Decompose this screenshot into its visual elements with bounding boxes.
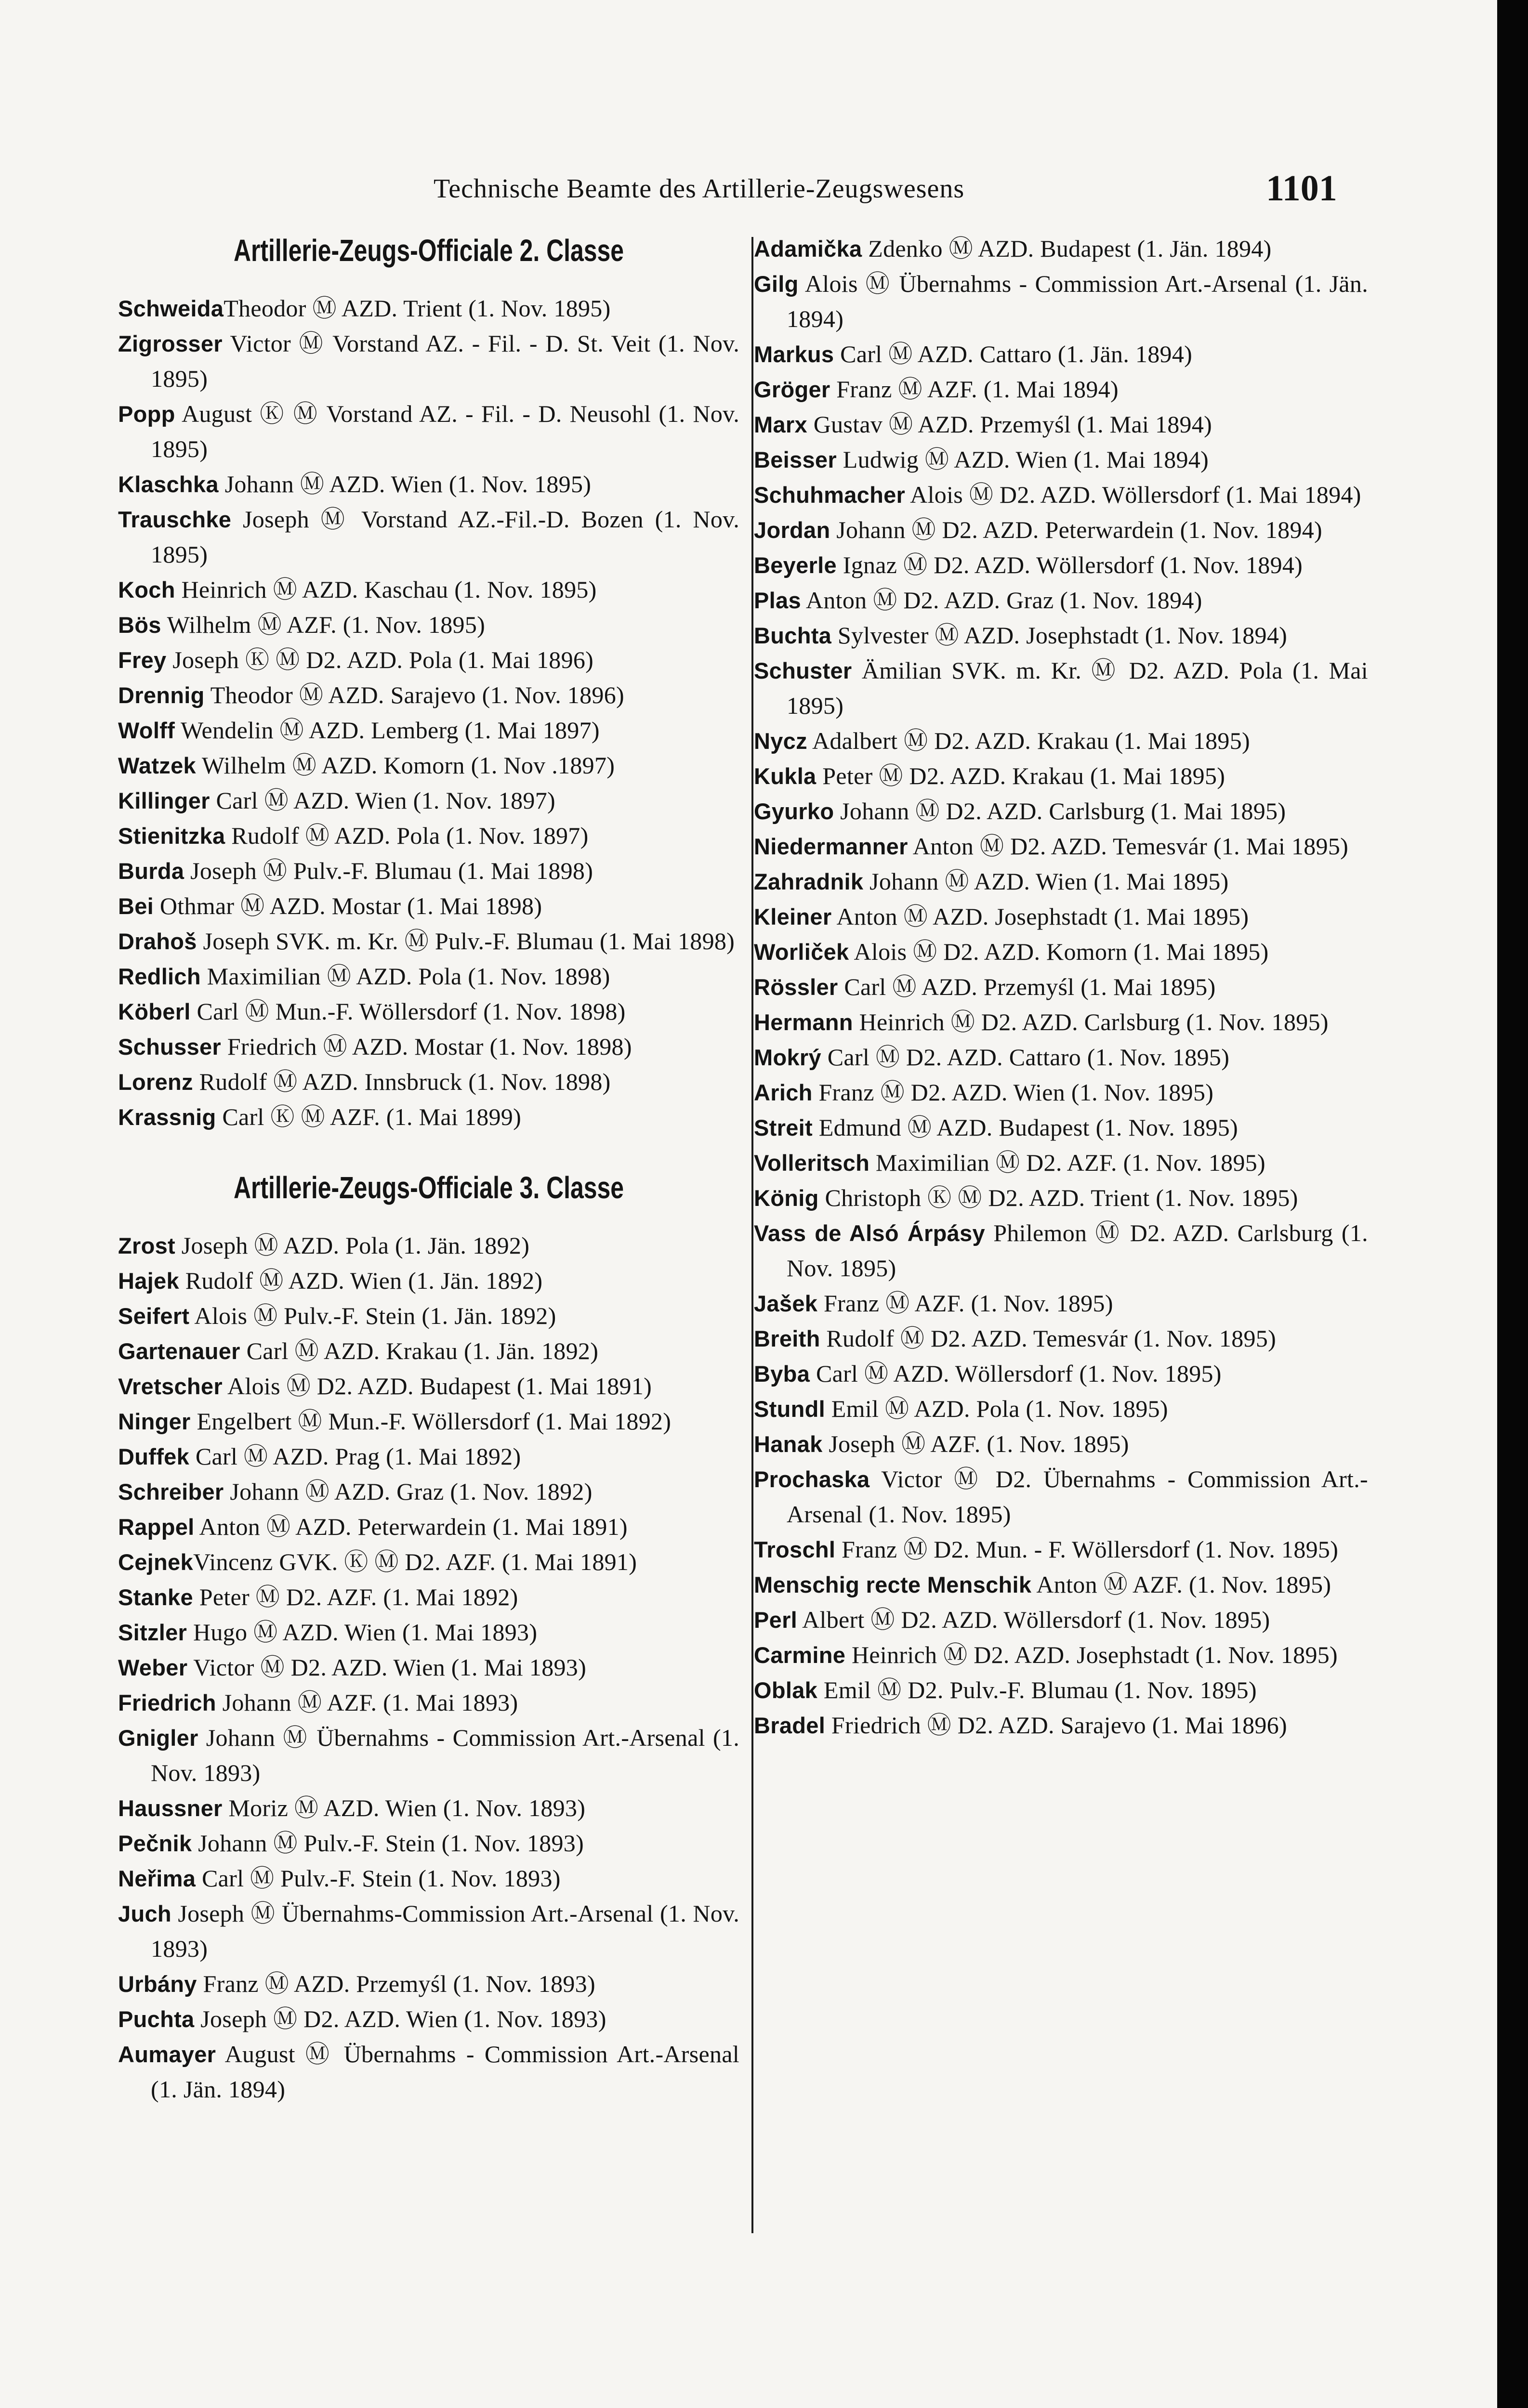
surname: Drennig — [118, 682, 205, 708]
list-item — [118, 326, 739, 396]
entry-details: Ämilian SVK. m. Kr. Ⓜ D2. AZD. Pola (1. Mai 1895) — [787, 657, 1368, 719]
surname: König — [754, 1185, 819, 1211]
list-item — [754, 1673, 1368, 1708]
list-item — [118, 1029, 739, 1064]
list-item — [754, 583, 1368, 618]
list-item — [118, 1404, 739, 1439]
surname: Schreiber — [118, 1479, 224, 1505]
entry-details: Anton Ⓜ AZF. (1. Nov. 1895) — [1031, 1571, 1331, 1598]
list-item — [118, 1720, 739, 1791]
list-item — [754, 442, 1368, 477]
surname: Haussner — [118, 1795, 223, 1821]
surname: Wolff — [118, 718, 175, 743]
surname: Oblak — [754, 1677, 818, 1703]
list-item — [118, 853, 739, 889]
entry-details: Anton Ⓜ D2. AZD. Graz (1. Nov. 1894) — [801, 587, 1202, 614]
entry-details: Franz Ⓜ D2. Mun. - F. Wöllersdorf (1. Nov. 1895) — [835, 1536, 1339, 1563]
entry-details: August Ⓚ Ⓜ Vorstand AZ. - Fil. - D. Neusohl (1. Nov. 1895) — [151, 400, 739, 462]
entry-details: Vincenz GVK. Ⓚ Ⓜ D2. AZF. (1. Mai 1891) — [193, 1548, 637, 1575]
surname: Burda — [118, 858, 184, 884]
list-item — [118, 1685, 739, 1720]
list-item — [754, 1180, 1368, 1216]
entry-details: Maximilian Ⓜ D2. AZF. (1. Nov. 1895) — [869, 1149, 1265, 1176]
surname: Vretscher — [118, 1374, 223, 1399]
list-item — [754, 407, 1368, 442]
entry-details: Engelbert Ⓜ Mun.-F. Wöllersdorf (1. Mai 1892) — [190, 1408, 672, 1435]
list-item — [118, 1826, 739, 1861]
entry-details: Gustav Ⓜ AZD. Przemyśl (1. Mai 1894) — [807, 411, 1212, 438]
surname: Niedermanner — [754, 834, 908, 859]
list-item — [754, 864, 1368, 899]
list-item — [754, 1356, 1368, 1391]
surname: Plas — [754, 588, 801, 613]
entry-list-continued — [754, 231, 1368, 1743]
list-item — [754, 1145, 1368, 1180]
entry-details: Franz Ⓜ AZF. (1. Mai 1894) — [830, 376, 1119, 403]
list-item — [754, 372, 1368, 407]
list-item — [754, 512, 1368, 548]
list-item — [754, 266, 1368, 337]
list-item — [118, 291, 739, 326]
entry-details: Theodor Ⓜ AZD. Sarajevo (1. Nov. 1896) — [204, 681, 624, 708]
list-item — [118, 1369, 739, 1404]
surname: Rappel — [118, 1514, 195, 1540]
surname: Gyurko — [754, 798, 834, 824]
list-item — [754, 934, 1368, 969]
entry-details: Anton Ⓜ D2. AZD. Temesvár (1. Mai 1895) — [908, 833, 1349, 860]
section-title-class-2: Artillerie-Zeugs-Officiale 2. Classe — [233, 233, 624, 268]
entry-details: Alois Ⓜ Pulv.-F. Stein (1. Jän. 1892) — [189, 1302, 556, 1329]
list-item — [754, 723, 1368, 759]
list-item — [754, 653, 1368, 723]
surname: Zigrosser — [118, 331, 223, 356]
surname: Weber — [118, 1655, 188, 1680]
list-item — [118, 1509, 739, 1544]
surname: Perl — [754, 1607, 798, 1633]
list-item — [754, 1391, 1368, 1426]
surname: Stanke — [118, 1584, 193, 1610]
surname: Bradel — [754, 1713, 826, 1738]
surname: Mokrý — [754, 1045, 821, 1070]
list-item — [118, 889, 739, 924]
list-item — [118, 818, 739, 853]
entry-details: Johann Ⓜ AZF. (1. Mai 1893) — [216, 1689, 518, 1716]
list-item — [754, 1216, 1368, 1286]
surname: Krassnig — [118, 1104, 216, 1130]
entry-details: Joseph Ⓜ Vorstand AZ.-Fil.-D. Bozen (1. Nov. 1895) — [151, 506, 739, 568]
surname: Urbány — [118, 1971, 197, 1997]
entry-details: Heinrich Ⓜ D2. AZD. Josephstadt (1. Nov. 1895) — [845, 1641, 1338, 1668]
surname: Frey — [118, 647, 167, 673]
entry-details: Joseph SVK. m. Kr. Ⓜ Pulv.-F. Blumau (1. Mai 1898) — [197, 928, 735, 955]
list-item — [754, 794, 1368, 829]
list-item — [754, 1602, 1368, 1637]
surname: Streit — [754, 1115, 813, 1140]
surname: Byba — [754, 1361, 810, 1387]
list-item — [754, 1532, 1368, 1567]
surname: Redlich — [118, 964, 201, 989]
surname: Buchta — [754, 623, 832, 648]
list-item — [754, 337, 1368, 372]
entry-details: Carl Ⓚ Ⓜ AZF. (1. Mai 1899) — [216, 1103, 522, 1130]
entry-details: Franz Ⓜ AZD. Przemyśl (1. Nov. 1893) — [197, 1970, 595, 1997]
left-column — [118, 231, 739, 2107]
entry-details: Philemon Ⓜ D2. AZD. Carlsburg (1. Nov. 1895) — [787, 1219, 1368, 1282]
list-item — [118, 396, 739, 467]
surname: Hanak — [754, 1431, 823, 1457]
surname: Kukla — [754, 763, 817, 789]
list-item — [118, 1650, 739, 1685]
list-item — [754, 759, 1368, 794]
surname: Ninger — [118, 1409, 191, 1434]
list-item — [118, 1228, 739, 1263]
surname: Aumayer — [118, 2042, 216, 2067]
entry-details: Rudolf Ⓜ D2. AZD. Temesvár (1. Nov. 1895) — [820, 1325, 1277, 1352]
list-item — [118, 1896, 739, 1966]
list-item — [754, 1462, 1368, 1532]
entry-details: Carl Ⓜ Pulv.-F. Stein (1. Nov. 1893) — [196, 1865, 561, 1892]
surname: Koch — [118, 577, 175, 602]
entry-details: Alois Ⓜ Übernahms - Commission Art.-Arsenal (1. Jän. 1894) — [787, 270, 1368, 332]
surname: Troschl — [754, 1537, 836, 1562]
surname: Hermann — [754, 1009, 853, 1035]
entry-details: Ludwig Ⓜ AZD. Wien (1. Mai 1894) — [836, 446, 1209, 473]
list-item — [118, 1580, 739, 1615]
entry-details: Heinrich Ⓜ AZD. Kaschau (1. Nov. 1895) — [175, 576, 597, 603]
entry-details: Victor Ⓜ D2. Übernahms - Commission Art.-Arsenal (1. Nov. 1895) — [787, 1466, 1368, 1528]
entry-details: Carl Ⓜ AZD. Prag (1. Mai 1892) — [189, 1443, 521, 1470]
list-item — [754, 1005, 1368, 1040]
page-number: 1101 — [1266, 168, 1337, 209]
surname: Zahradnik — [754, 869, 864, 894]
list-item — [118, 1861, 739, 1896]
list-item — [118, 1334, 739, 1369]
surname: Zrost — [118, 1233, 175, 1258]
entry-details: Johann Ⓜ D2. AZD. Peterwardein (1. Nov. 1894) — [830, 516, 1322, 543]
entry-details: Johann Ⓜ AZD. Wien (1. Nov. 1895) — [218, 471, 592, 497]
list-item — [118, 467, 739, 502]
list-item — [754, 899, 1368, 934]
entry-details: Moriz Ⓜ AZD. Wien (1. Nov. 1893) — [222, 1794, 586, 1821]
surname: Volleritsch — [754, 1150, 870, 1176]
list-item — [118, 1263, 739, 1298]
entry-details: Maximilian Ⓜ AZD. Pola (1. Nov. 1898) — [200, 963, 610, 990]
surname: Friedrich — [118, 1690, 216, 1715]
surname: Duffek — [118, 1444, 190, 1469]
list-item — [754, 1110, 1368, 1145]
list-item — [754, 1075, 1368, 1110]
entry-details: Christoph Ⓚ Ⓜ D2. AZD. Trient (1. Nov. 1895) — [818, 1184, 1298, 1211]
list-item — [754, 1708, 1368, 1743]
surname: Gartenauer — [118, 1338, 240, 1364]
list-item — [754, 1321, 1368, 1356]
surname: Jašek — [754, 1291, 818, 1316]
entry-details: Carl Ⓜ AZD. Wien (1. Nov. 1897) — [210, 787, 555, 814]
entry-details: Alois Ⓜ D2. AZD. Wöllersdorf (1. Mai 1894) — [905, 481, 1361, 508]
surname: Pečnik — [118, 1831, 192, 1856]
entry-details: Albert Ⓜ D2. AZD. Wöllersdorf (1. Nov. 1895) — [797, 1606, 1270, 1633]
list-item — [118, 1099, 739, 1135]
entry-details: Adalbert Ⓜ D2. AZD. Krakau (1. Mai 1895) — [807, 727, 1250, 754]
list-item — [754, 1637, 1368, 1673]
list-item — [754, 618, 1368, 653]
surname: Kleiner — [754, 904, 832, 929]
list-item — [754, 829, 1368, 864]
surname: Schweida — [118, 296, 224, 321]
list-item — [118, 1298, 739, 1334]
surname: Beisser — [754, 447, 837, 472]
list-item — [118, 1474, 739, 1509]
surname: Gnigler — [118, 1725, 198, 1751]
surname: Carmine — [754, 1642, 846, 1668]
entry-details: Johann Ⓜ Pulv.-F. Stein (1. Nov. 1893) — [192, 1830, 584, 1857]
entry-details: Friedrich Ⓜ D2. AZD. Sarajevo (1. Mai 1896) — [825, 1712, 1287, 1739]
entry-details: Wendelin Ⓜ AZD. Lemberg (1. Mai 1897) — [175, 717, 600, 744]
entry-list-class-2 — [118, 291, 739, 1135]
list-item — [118, 783, 739, 818]
entry-details: Joseph Ⓜ AZF. (1. Nov. 1895) — [822, 1430, 1129, 1457]
surname: Adamička — [754, 236, 862, 262]
scan-edge — [1497, 0, 1528, 2408]
surname: Cejnek — [118, 1549, 193, 1575]
surname: Watzek — [118, 753, 196, 778]
surname: Klaschka — [118, 471, 219, 497]
entry-details: Alois Ⓜ D2. AZD. Budapest (1. Mai 1891) — [222, 1373, 652, 1400]
list-item — [118, 994, 739, 1029]
surname: Juch — [118, 1901, 171, 1926]
surname: Worliček — [754, 939, 849, 965]
entry-details: Anton Ⓜ AZD. Josephstadt (1. Mai 1895) — [831, 903, 1249, 930]
surname: Nycz — [754, 728, 807, 754]
surname: Stundl — [754, 1396, 825, 1422]
entry-list-class-3 — [118, 1228, 739, 2107]
entry-details: Victor Ⓜ D2. AZD. Wien (1. Mai 1893) — [187, 1654, 587, 1681]
surname: Popp — [118, 401, 175, 427]
entry-details: Edmund Ⓜ AZD. Budapest (1. Nov. 1895) — [812, 1114, 1238, 1141]
surname: Trauschke — [118, 507, 232, 532]
surname: Bös — [118, 612, 161, 638]
entry-details: Carl Ⓜ AZD. Cattaro (1. Jän. 1894) — [834, 340, 1193, 367]
list-item — [754, 477, 1368, 512]
entry-details: Carl Ⓜ D2. AZD. Cattaro (1. Nov. 1895) — [821, 1044, 1230, 1071]
entry-details: Heinrich Ⓜ D2. AZD. Carlsburg (1. Nov. 1895) — [853, 1008, 1329, 1035]
surname: Schuster — [754, 658, 852, 683]
entry-details: Wilhelm Ⓜ AZF. (1. Nov. 1895) — [161, 611, 486, 638]
surname: Bei — [118, 893, 154, 919]
list-item — [118, 678, 739, 713]
entry-details: Rudolf Ⓜ AZD. Wien (1. Jän. 1892) — [179, 1267, 543, 1294]
entry-details: Joseph Ⓜ Übernahms-Commission Art.-Arsenal (1. Nov. 1893) — [151, 1900, 739, 1962]
surname: Sitzler — [118, 1620, 187, 1645]
list-item — [118, 1439, 739, 1474]
entry-details: Carl Ⓜ AZD. Przemyśl (1. Mai 1895) — [838, 973, 1216, 1000]
surname: Neřima — [118, 1866, 196, 1891]
list-item — [118, 1966, 739, 2002]
list-item — [754, 231, 1368, 266]
list-item — [118, 713, 739, 748]
entry-details: Peter Ⓜ D2. AZD. Krakau (1. Mai 1895) — [816, 762, 1225, 789]
surname: Gröger — [754, 377, 830, 402]
entry-details: Peter Ⓜ D2. AZF. (1. Mai 1892) — [193, 1584, 518, 1610]
list-item — [754, 548, 1368, 583]
right-column — [754, 231, 1368, 1743]
surname: Vass de Alsó Árpásy — [754, 1220, 985, 1246]
surname: Schusser — [118, 1034, 222, 1060]
entry-details: Johann Ⓜ Übernahms - Commission Art.-Arsenal (1. Nov. 1893) — [151, 1724, 739, 1786]
list-item — [118, 924, 739, 959]
list-item — [754, 1040, 1368, 1075]
entry-details: Johann Ⓜ AZD. Wien (1. Mai 1895) — [863, 868, 1229, 895]
surname: Rössler — [754, 974, 838, 1000]
entry-details: Johann Ⓜ AZD. Graz (1. Nov. 1892) — [224, 1478, 593, 1505]
entry-details: Franz Ⓜ AZF. (1. Nov. 1895) — [817, 1290, 1113, 1317]
entry-details: Rudolf Ⓜ AZD. Innsbruck (1. Nov. 1898) — [193, 1068, 611, 1095]
entry-details: Ignaz Ⓜ D2. AZD. Wöllersdorf (1. Nov. 1894) — [836, 551, 1303, 578]
column-divider — [751, 237, 753, 2233]
list-item — [754, 969, 1368, 1005]
surname: Lorenz — [118, 1069, 193, 1095]
list-item — [754, 1286, 1368, 1321]
surname: Schuhmacher — [754, 482, 906, 508]
section-title-class-3: Artillerie-Zeugs-Officiale 3. Classe — [233, 1170, 624, 1205]
entry-details: Friedrich Ⓜ AZD. Mostar (1. Nov. 1898) — [221, 1033, 632, 1060]
entry-details: Carl Ⓜ Mun.-F. Wöllersdorf (1. Nov. 1898) — [190, 998, 626, 1025]
list-item — [118, 959, 739, 994]
surname: Jordan — [754, 517, 830, 543]
surname: Köberl — [118, 999, 191, 1024]
surname: Arich — [754, 1080, 813, 1105]
list-item — [118, 2037, 739, 2107]
surname: Markus — [754, 341, 834, 367]
surname: Seifert — [118, 1303, 190, 1329]
list-item — [118, 1615, 739, 1650]
surname: Marx — [754, 412, 807, 437]
entry-details: Sylvester Ⓜ AZD. Josephstadt (1. Nov. 1894) — [831, 622, 1288, 649]
list-item — [754, 1426, 1368, 1462]
surname: Drahoš — [118, 929, 197, 954]
surname: Beyerle — [754, 552, 837, 578]
list-item — [118, 607, 739, 642]
entry-details: Wilhelm Ⓜ AZD. Komorn (1. Nov .1897) — [196, 752, 615, 779]
surname: Stienitzka — [118, 823, 225, 849]
list-item — [754, 1567, 1368, 1602]
list-item — [118, 748, 739, 783]
entry-details: Anton Ⓜ AZD. Peterwardein (1. Mai 1891) — [194, 1513, 628, 1540]
surname: Breith — [754, 1326, 820, 1351]
entry-details: Carl Ⓜ AZD. Krakau (1. Jän. 1892) — [240, 1337, 599, 1364]
surname: Killinger — [118, 788, 210, 813]
entry-details: Joseph Ⓜ Pulv.-F. Blumau (1. Mai 1898) — [184, 857, 593, 884]
list-item — [118, 1064, 739, 1099]
list-item — [118, 1544, 739, 1580]
entry-details: Carl Ⓜ AZD. Wöllersdorf (1. Nov. 1895) — [810, 1360, 1222, 1387]
entry-details: Zdenko Ⓜ AZD. Budapest (1. Jän. 1894) — [862, 235, 1272, 262]
entry-details: Joseph Ⓜ D2. AZD. Wien (1. Nov. 1893) — [194, 2005, 606, 2032]
surname: Hajek — [118, 1268, 179, 1294]
list-item — [118, 572, 739, 607]
entry-details: Alois Ⓜ D2. AZD. Komorn (1. Mai 1895) — [849, 938, 1269, 965]
surname: Menschig recte Menschik — [754, 1572, 1032, 1597]
entry-details: Johann Ⓜ D2. AZD. Carlsburg (1. Mai 1895) — [834, 798, 1286, 824]
entry-details: Emil Ⓜ D2. Pulv.-F. Blumau (1. Nov. 1895) — [817, 1676, 1257, 1703]
surname: Puchta — [118, 2006, 195, 2032]
entry-details: Emil Ⓜ AZD. Pola (1. Nov. 1895) — [825, 1395, 1168, 1422]
entry-details: Victor Ⓜ Vorstand AZ. - Fil. - D. St. Veit (1. Nov. 1895) — [151, 330, 739, 392]
entry-details: Joseph Ⓜ AZD. Pola (1. Jän. 1892) — [175, 1232, 530, 1259]
entry-details: Rudolf Ⓜ AZD. Pola (1. Nov. 1897) — [225, 822, 589, 849]
list-item — [118, 642, 739, 678]
entry-details: Theodor Ⓜ AZD. Trient (1. Nov. 1895) — [224, 295, 611, 322]
list-item — [118, 1791, 739, 1826]
entry-details: Othmar Ⓜ AZD. Mostar (1. Mai 1898) — [154, 892, 542, 919]
entry-details: Franz Ⓜ D2. AZD. Wien (1. Nov. 1895) — [812, 1079, 1214, 1106]
surname: Gilg — [754, 271, 799, 297]
list-item — [118, 502, 739, 572]
entry-details: August Ⓜ Übernahms - Commission Art.-Arsenal (1. Jän. 1894) — [151, 2041, 739, 2103]
surname: Prochaska — [754, 1466, 870, 1492]
list-item — [118, 2002, 739, 2037]
entry-details: Joseph Ⓚ Ⓜ D2. AZD. Pola (1. Mai 1896) — [166, 646, 594, 673]
entry-details: Hugo Ⓜ AZD. Wien (1. Mai 1893) — [187, 1619, 538, 1646]
running-header: Technische Beamte des Artillerie-Zeugswesens — [434, 174, 965, 204]
